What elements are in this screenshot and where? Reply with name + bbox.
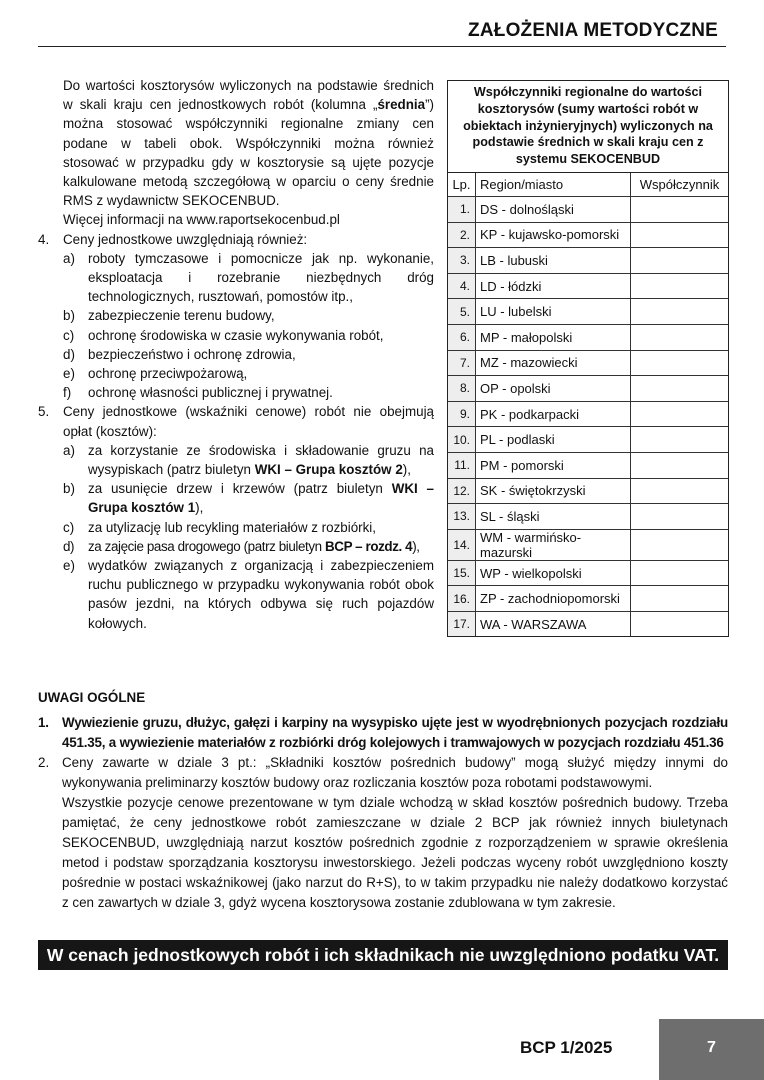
coefficient-cell: [631, 273, 729, 299]
region-cell: LU - lubelski: [476, 299, 631, 325]
coefficient-cell: [631, 299, 729, 325]
region-cell: PM - pomorski: [476, 452, 631, 478]
table-row: [448, 350, 728, 376]
region-cell: SK - świętokrzyski: [476, 478, 631, 504]
table-row: [448, 376, 728, 402]
table-row: [448, 611, 728, 636]
coefficient-cell: [631, 586, 729, 612]
table-row: [448, 324, 728, 350]
row-number: 16.: [448, 586, 476, 612]
page-number: 7: [659, 1019, 764, 1080]
row-number: 13.: [448, 504, 476, 530]
coefficient-cell: [631, 196, 729, 222]
intro-paragraph: Do wartości kosztorysów wyliczonych na podstawie średnich w skali kraju cen jednostkowych robót (kolumna „średnia”) można stosować współczynniki regionalne zmiany cen podane w tabeli obok. Współczynniki można również stosować w przypadku gdy w kosztorysie są ujęte pozycje kalkulowane metodą szczegółową w oparciu o ceny średnie RMS z wydawnictw SEKOCENBUD.: [63, 78, 434, 209]
sublist-item: a) za korzystanie ze środowiska i składowanie gruzu na wysypiskach (patrz biuletyn WKI – Grupa kosztów 2),: [63, 442, 434, 478]
region-cell: LD - łódzki: [476, 273, 631, 299]
sublist-item: d) za zajęcie pasa drogowego (patrz biuletyn BCP – rozdz. 4),: [63, 538, 420, 554]
region-cell: KP - kujawsko-pomorski: [476, 222, 631, 248]
region-cell: DS - dolnośląski: [476, 196, 631, 222]
sublist-item: c) ochronę środowiska w czasie wykonywania robót,: [63, 327, 384, 343]
note-paragraph: Wszystkie pozycje cenowe prezentowane w tym dziale wchodzą w skład kosztów pośrednich budowy. Trzeba pamiętać, że ceny jednostkowe robót zamieszczane w dziale 2 BCP jak również innych biuletynach SEKOCENBUD, uwzględniają narzut kosztów pośrednich zgodnie z rozporządzeniem w sprawie określenia metod i podstaw sporządzania kosztorysu inwestorskiego. Jeżeli podczas wyceny robót uwzględniono koszty pośrednie w postaci wskaźnikowej (jako narzut do R+S), to w takim przypadku nie należy dodatkowo korzystać z cen zawartych w dziale 3, gdyż wycena kosztorysowa zostanie zdublowana w tym zakresie.: [62, 795, 728, 910]
row-number: 7.: [448, 350, 476, 376]
sublist-item: f) ochronę własności publicznej i prywatnej.: [63, 385, 333, 401]
table-row: [448, 478, 728, 504]
row-number: 14.: [448, 529, 476, 560]
coefficient-cell: [631, 478, 729, 504]
table-row: [448, 427, 728, 453]
row-number: 2.: [448, 222, 476, 248]
coefficient-cell: [631, 324, 729, 350]
table-row: [448, 529, 728, 560]
table-title: Współczynniki regionalne do wartości kosztorysów (sumy wartości robót w obiektach inżynieryjnych) wyliczonych na podstawie średnich w skali kraju cen z systemu SEKOCENBUD: [448, 81, 728, 173]
region-cell: MZ - mazowiecki: [476, 350, 631, 376]
table-row: [448, 401, 728, 427]
row-number: 6.: [448, 324, 476, 350]
coefficient-cell: [631, 427, 729, 453]
coefficient-cell: [631, 611, 729, 636]
list-item-5: 5. Ceny jednostkowe (wskaźniki cenowe) robót nie obejmują opłat (kosztów):: [38, 404, 434, 439]
region-cell: PL - podlaski: [476, 427, 631, 453]
row-number: 11.: [448, 452, 476, 478]
column-header: Lp.: [448, 173, 476, 197]
region-cell: MP - małopolski: [476, 324, 631, 350]
row-number: 17.: [448, 611, 476, 636]
more-info-line: Więcej informacji na www.raportsekocenbud.pl: [63, 212, 340, 228]
page-header: [38, 18, 726, 47]
sublist-item: b) zabezpieczenie terenu budowy,: [63, 308, 275, 324]
sublist-item: e) wydatków związanych z organizacją i zabezpieczeniem ruchu publicznego w przypadku wykonywania robót obok pasów jezdni, na których odbywa się ruch pojazdów kołowych.: [63, 558, 434, 631]
row-number: 12.: [448, 478, 476, 504]
list-item-4: 4. Ceny jednostkowe uwzględniają również:: [38, 231, 308, 247]
coefficient-cell: [631, 222, 729, 248]
regions-table: [448, 173, 728, 637]
row-number: 1.: [448, 196, 476, 222]
sublist-item: b) za usunięcie drzew i krzewów (patrz biuletyn WKI – Grupa kosztów 1),: [63, 481, 434, 516]
notes-heading: UWAGI OGÓLNE: [38, 690, 146, 705]
row-number: 4.: [448, 273, 476, 299]
coefficient-cell: [631, 248, 729, 274]
table-row: [448, 222, 728, 248]
coefficient-cell: [631, 452, 729, 478]
section-title: ZAŁOŻENIA METODYCZNE: [468, 20, 718, 41]
region-cell: ZP - zachodniopomorski: [476, 586, 631, 612]
row-number: 8.: [448, 376, 476, 402]
table-row: [448, 560, 728, 586]
table-row: [448, 452, 728, 478]
coefficient-cell: [631, 560, 729, 586]
region-cell: PK - podkarpacki: [476, 401, 631, 427]
row-number: 9.: [448, 401, 476, 427]
sublist-item: e) ochronę przeciwpożarową,: [63, 366, 248, 382]
table-row: [448, 586, 728, 612]
sublist-item: c) za utylizację lub recykling materiałów z rozbiórki,: [63, 519, 377, 535]
region-cell: OP - opolski: [476, 376, 631, 402]
table-row: [448, 273, 728, 299]
left-column: [38, 76, 434, 633]
region-cell: LB - lubuski: [476, 248, 631, 274]
note-item: 1. Wywiezienie gruzu, dłużyc, gałęzi i karpiny na wysypisko ujęte jest w wyodrębnionych pozycjach rozdziału 451.35, a wywiezienie materiałów z rozbiórki dróg kolejowych i tramwajowych w pozycjach rozdziału 451.36: [38, 715, 728, 750]
coefficient-cell: [631, 350, 729, 376]
coefficient-cell: [631, 504, 729, 530]
general-notes: [38, 688, 728, 913]
table-row: [448, 504, 728, 530]
coefficient-cell: [631, 401, 729, 427]
region-cell: WA - WARSZAWA: [476, 611, 631, 636]
coefficient-cell: [631, 529, 729, 560]
row-number: 15.: [448, 560, 476, 586]
region-cell: WP - wielkopolski: [476, 560, 631, 586]
issue-label: BCP 1/2025: [520, 1038, 613, 1057]
column-header: Współczynnik: [631, 173, 729, 197]
column-header: Region/miasto: [476, 173, 631, 197]
coefficient-cell: [631, 376, 729, 402]
note-item: 2. Ceny zawarte w dziale 3 pt.: „Składniki kosztów pośrednich budowy” mogą służyć między innymi do wykonywania preliminarzy kosztów budowy oraz rozliczania kosztów poza robotami podstawowymi. Wszystkie pozycje cenowe prezentowane w tym dziale wchodzą w skład kosztów pośrednich budowy. Trzeba pamiętać, że ceny jednostkowe robót zamieszczane w dziale 2 BCP jak również innych biuletynach SEKOCENBUD, uwzględniają narzut kosztów pośrednich zgodnie z rozporządzeniem w sprawie określenia metod i podstaw sporządzania kosztorysu inwestorskiego. Jeżeli podczas wyceny robót uwzględniono koszty pośrednie w postaci wskaźnikowej (jako narzut do R+S), to w takim przypadku nie należy dodatkowo korzystać z cen zawartych w dziale 3, gdyż wycena kosztorysowa zostanie zdublowana w tym zakresie.: [38, 753, 728, 913]
region-cell: WM - warmińsko-mazurski: [476, 529, 631, 560]
sublist-item: a) roboty tymczasowe i pomocnicze jak np. wykonanie, eksploatacja i rozebranie niezbędnych dróg technologicznych, rusztowań, pomostów itp.,: [63, 250, 434, 305]
vat-banner: W cenach jednostkowych robót i ich składnikach nie uwzględniono podatku VAT.: [38, 940, 728, 970]
regional-coefficients-table: [447, 80, 729, 637]
table-header-row: [448, 173, 728, 197]
row-number: 10.: [448, 427, 476, 453]
table-row: [448, 248, 728, 274]
row-number: 5.: [448, 299, 476, 325]
table-row: [448, 299, 728, 325]
row-number: 3.: [448, 248, 476, 274]
table-row: [448, 196, 728, 222]
sublist-item: d) bezpieczeństwo i ochronę zdrowia,: [63, 346, 296, 362]
region-cell: SL - śląski: [476, 504, 631, 530]
